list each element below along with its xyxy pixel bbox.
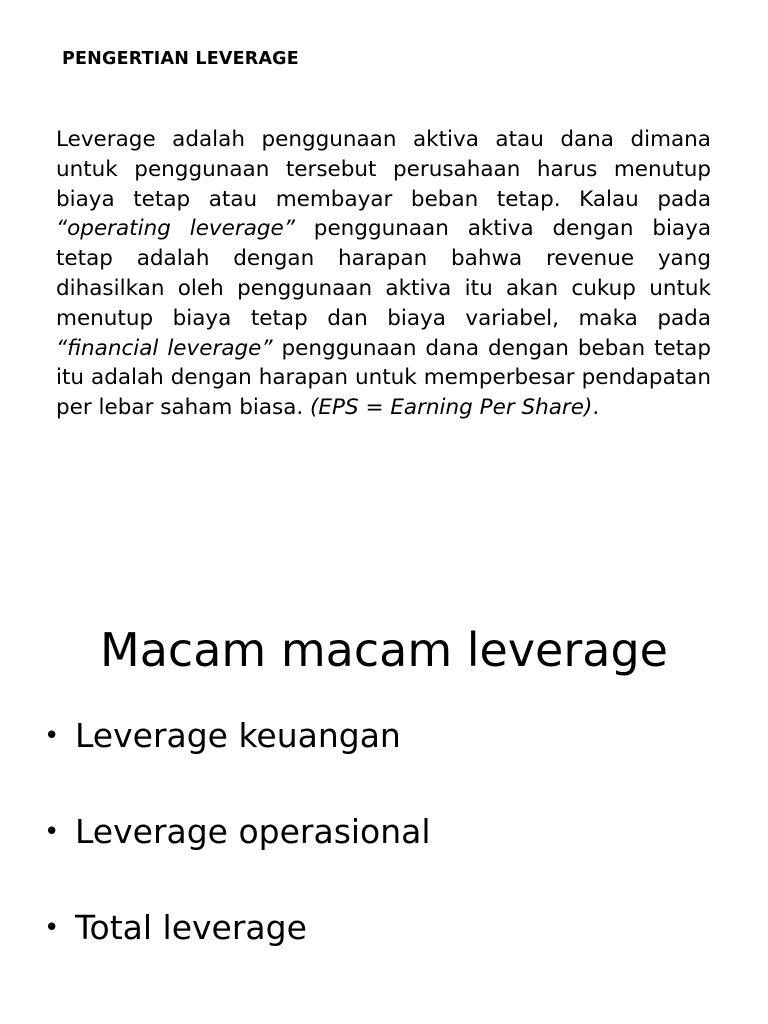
list-item-label: Total leverage [75, 908, 307, 947]
list-item-label: Leverage operasional [75, 812, 431, 851]
paragraph-text-3: penggunaan dana dengan beban tetap itu adalah dengan harapan untuk memperbesar pendapatan per lebar saham biasa. [56, 335, 711, 421]
list-item-label: Leverage keuangan [75, 716, 401, 755]
definition-paragraph [56, 125, 711, 423]
bullet-icon: • [44, 721, 60, 751]
paragraph-text-1: Leverage adalah penggunaan aktiva atau dana dimana untuk penggunaan tersebut perusahaan harus menutup biaya tetap atau membayar beban tetap. Kalau pada [56, 127, 711, 212]
paragraph-text-4: . [592, 395, 600, 421]
eps-note: (EPS = Earning Per Share) [310, 395, 593, 421]
section-heading: PENGERTIAN LEVERAGE [62, 49, 299, 69]
slide-title: Macam macam leverage [100, 623, 668, 677]
bullet-icon: • [44, 913, 60, 943]
paragraph-text-2: penggunaan aktiva dengan biaya tetap adalah dengan harapan bahwa revenue yang dihasilkan oleh penggunaan aktiva itu akan cukup untuk menutup biaya tetap dan biaya variabel, maka pada [56, 216, 712, 331]
financial-leverage-term: “financial leverage” [56, 335, 273, 361]
bullet-icon: • [44, 817, 60, 847]
operating-leverage-term: “operating leverage” [56, 216, 295, 242]
